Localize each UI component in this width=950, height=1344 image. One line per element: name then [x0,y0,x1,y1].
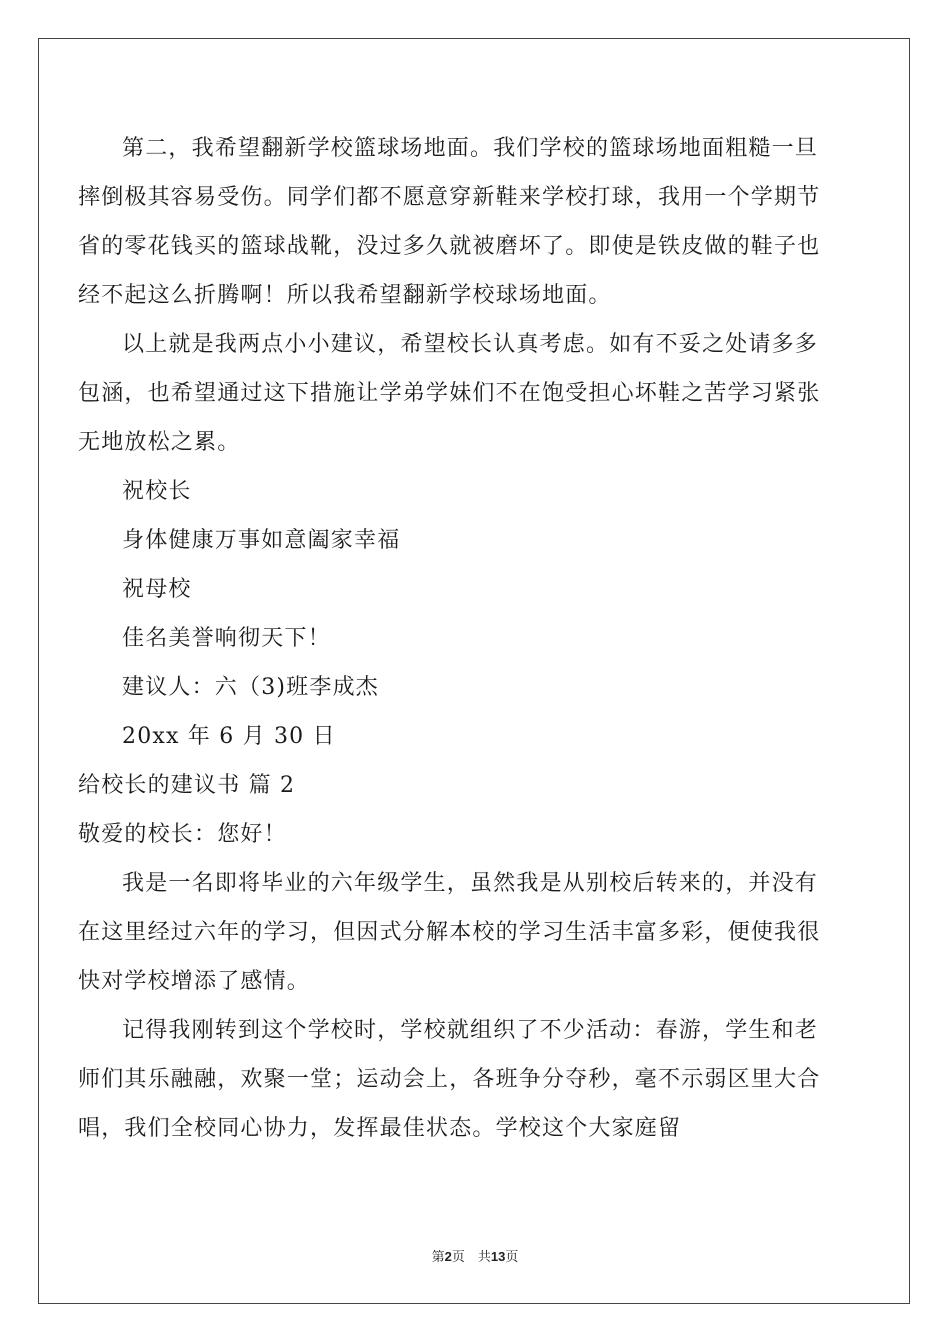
paragraph-introduction: 我是一名即将毕业的六年级学生，虽然我是从别校后转来的，并没有在这里经过六年的学习，但因式分解本校的学习生活丰富多彩，便使我很快对学校增添了感情。 [78,871,821,994]
document-body [78,124,838,1153]
wish-school-label: 祝母校 [122,577,192,602]
footer-mid: 页 共 [451,1250,491,1265]
paragraph-conclusion: 以上就是我两点小小建议，希望校长认真考虑。如有不妥之处请多多包涵，也希望通过这下措施让学弟学妹们不在饱受担心坏鞋之苦学习紧张无地放松之累。 [78,332,821,455]
wish-school-text: 佳名美誉响彻天下！ [122,626,331,651]
page-footer [0,1246,950,1265]
section-title: 给校长的建议书 篇 2 [78,773,296,798]
paragraph-activities: 记得我刚转到这个学校时，学校就组织了不少活动：春游，学生和老师们其乐融融，欢聚一堂；运动会上，各班争分夺秒，毫不示弱区里大合唱，我们全校同心协力，发挥最佳状态。学校这个大家庭留 [78,1018,821,1141]
footer-suffix: 页 [505,1250,519,1265]
footer-page-number: 2 [444,1249,452,1264]
paragraph-basketball-court: 第二，我希望翻新学校篮球场地面。我们学校的篮球场地面粗糙一旦摔倒极其容易受伤。同学们都不愿意穿新鞋来学校打球，我用一个学期节省的零花钱买的篮球战靴，没过多久就被磨坏了。即使是铁皮做的鞋子也经不起这么折腾啊！所以我希望翻新学校球场地面。 [78,136,821,308]
wish-principal-label: 祝校长 [122,479,192,504]
footer-prefix: 第 [431,1250,445,1265]
salutation: 敬爱的校长：您好！ [78,822,287,847]
signer: 建议人：六（3)班李成杰 [122,675,379,700]
wish-principal-text: 身体健康万事如意阖家幸福 [122,528,401,553]
footer-total-pages: 13 [490,1249,506,1264]
date: 20xx 年 6 月 30 日 [122,724,336,749]
